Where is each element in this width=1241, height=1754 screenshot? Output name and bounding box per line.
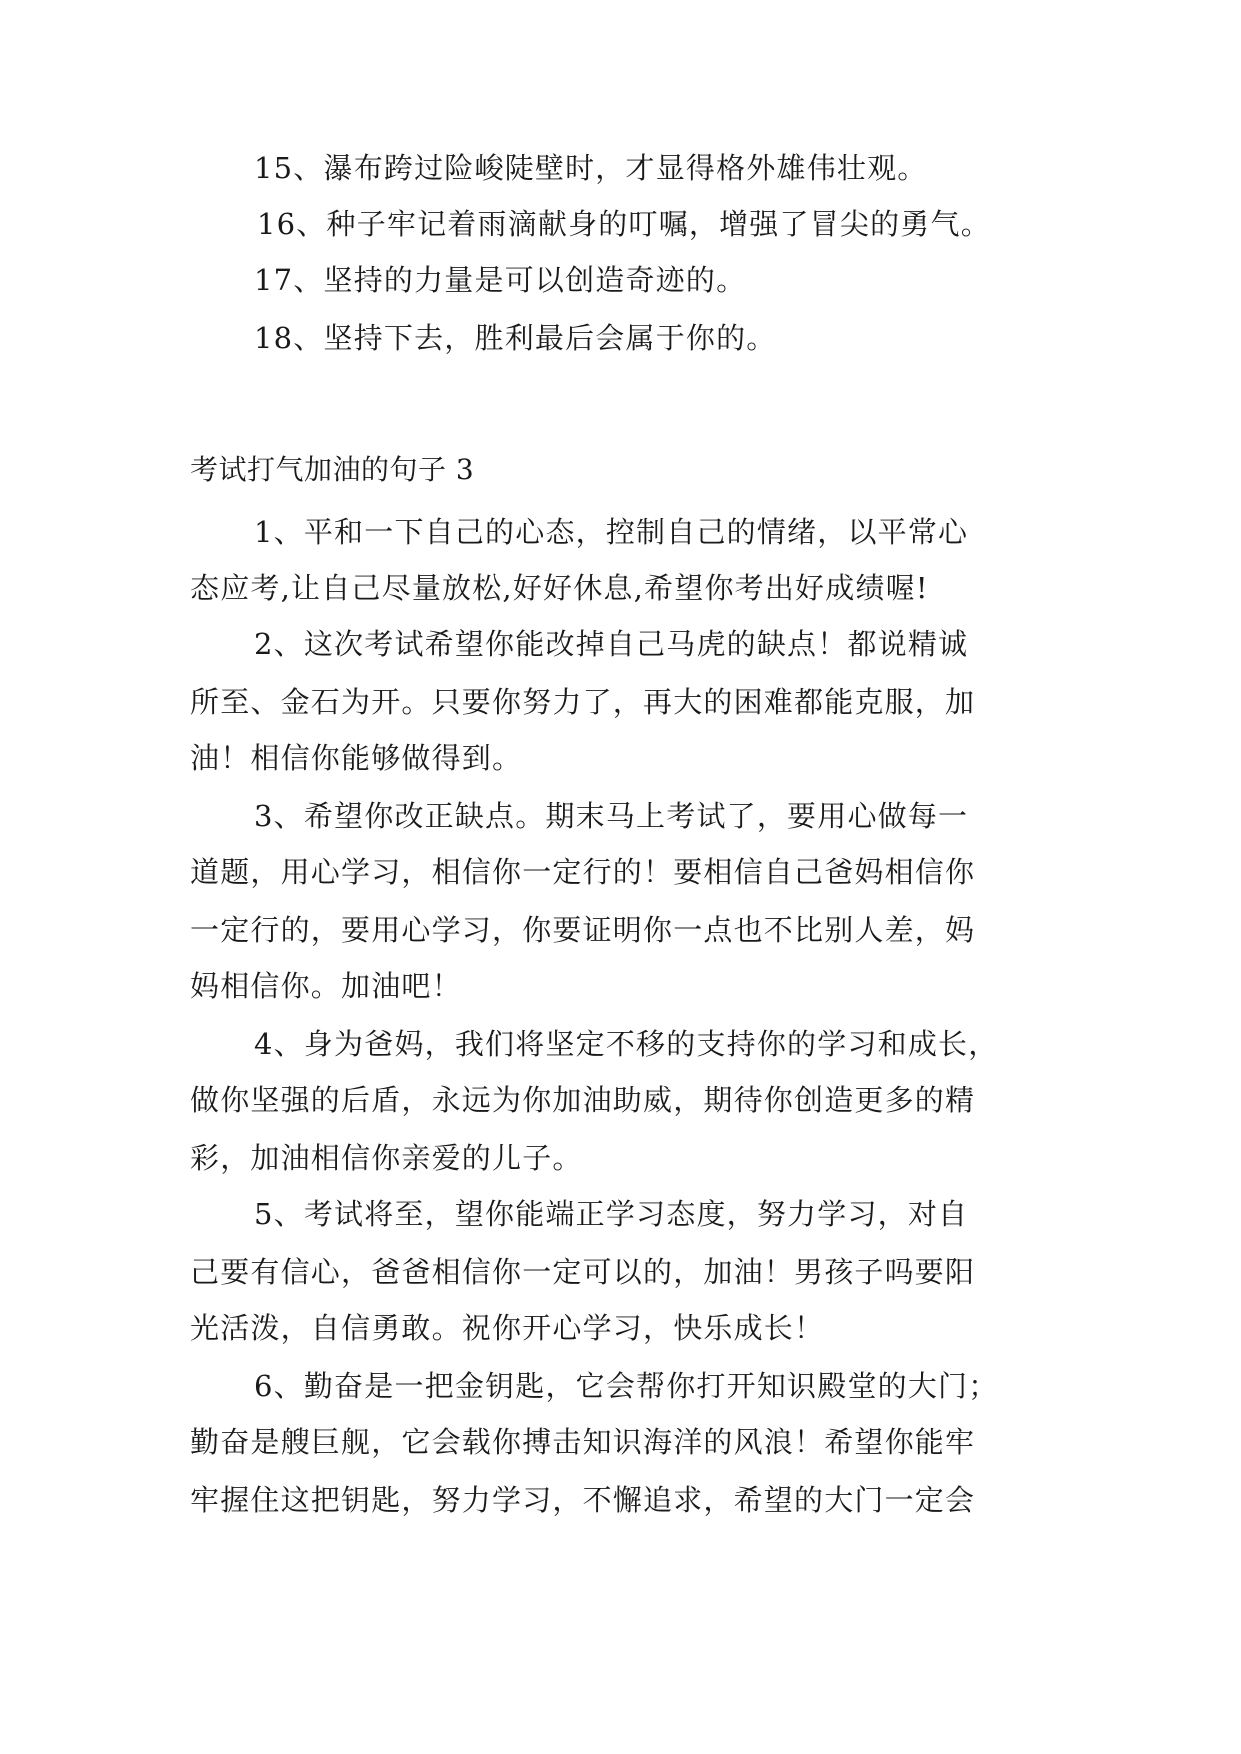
list-item-15: 15、瀑布跨过险峻陡壁时，才显得格外雄伟壮观。 <box>254 151 928 185</box>
list-item-16: 16、种子牢记着雨滴献身的叮嘱，增强了冒尖的勇气。 <box>257 207 991 241</box>
paragraph-3-line-2: 道题，用心学习，相信你一定行的！要相信自己爸妈相信你 <box>190 855 976 889</box>
paragraph-4-line-2: 做你坚强的后盾，永远为你加油助威，期待你创造更多的精 <box>190 1083 976 1117</box>
list-item-17: 17、坚持的力量是可以创造奇迹的。 <box>254 263 747 297</box>
paragraph-4-line-3: 彩，加油相信你亲爱的儿子。 <box>190 1141 583 1175</box>
paragraph-1-line-1: 1、平和一下自己的心态，控制自己的情绪，以平常心 <box>254 515 969 549</box>
paragraph-5-line-1: 5、考试将至，望你能端正学习态度，努力学习，对自 <box>254 1197 969 1231</box>
paragraph-6-line-1: 6、勤奋是一把金钥匙，它会帮你打开知识殿堂的大门； <box>254 1369 999 1403</box>
paragraph-1-line-2: 态应考,让自己尽量放松,好好休息,希望你考出好成绩喔! <box>190 571 929 605</box>
paragraph-3-line-4: 妈相信你。加油吧！ <box>190 969 462 1003</box>
paragraph-4-line-1: 4、身为爸妈，我们将坚定不移的支持你的学习和成长， <box>254 1027 999 1061</box>
paragraph-2-line-2: 所至、金石为开。只要你努力了，再大的困难都能克服，加 <box>190 685 976 719</box>
paragraph-3-line-3: 一定行的，要用心学习，你要证明你一点也不比别人差，妈 <box>190 913 976 947</box>
paragraph-2-line-1: 2、这次考试希望你能改掉自己马虎的缺点！都说精诚 <box>254 627 969 661</box>
list-item-18: 18、坚持下去，胜利最后会属于你的。 <box>254 321 777 355</box>
paragraph-2-line-3: 油！相信你能够做得到。 <box>190 741 523 775</box>
paragraph-5-line-3: 光活泼，自信勇敢。祝你开心学习，快乐成长！ <box>190 1311 825 1345</box>
paragraph-3-line-1: 3、希望你改正缺点。期末马上考试了，要用心做每一 <box>254 799 969 833</box>
paragraph-5-line-2: 己要有信心，爸爸相信你一定可以的，加油！男孩子吗要阳 <box>190 1255 976 1289</box>
paragraph-6-line-3: 牢握住这把钥匙，努力学习，不懈追求，希望的大门一定会 <box>190 1483 976 1517</box>
paragraph-6-line-2: 勤奋是艘巨舰，它会载你搏击知识海洋的风浪！希望你能牢 <box>190 1425 976 1459</box>
section-heading: 考试打气加油的句子 3 <box>190 453 475 486</box>
